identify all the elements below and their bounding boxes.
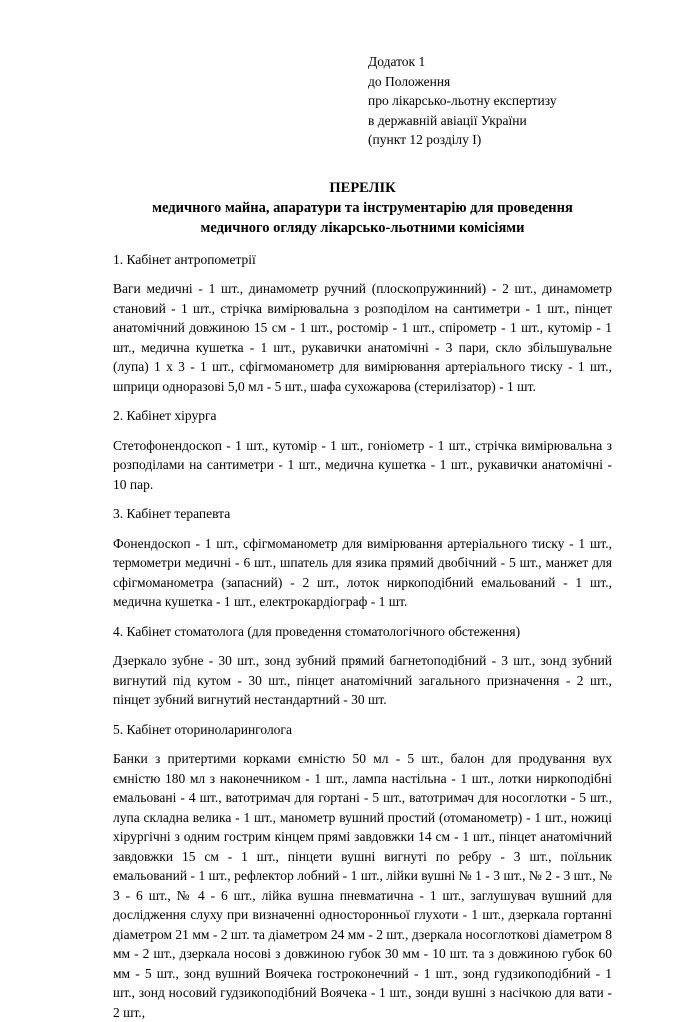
- section-dentist: [113, 622, 612, 710]
- annex-block: [368, 52, 612, 150]
- section-text: Фонендоскоп - 1 шт., сфігмоманометр для вимірювання артеріального тиску - 1 шт., термометри медичні - 6 шт., шпатель для язика прямий двобічний - 5 шт., манжет для сфігмоманометра (запасний) - 2 шт., лоток ниркоподібний емальований - 1 шт., медична кушетка - 1 шт., електрокардіограф - 1 шт.: [113, 534, 612, 612]
- annex-line: Додаток 1: [368, 52, 612, 72]
- section-text: Банки з притертими корками ємністю 50 мл - 5 шт., балон для продування вух ємністю 180 мл з наконечником - 1 шт., лампа настільна - 1 шт., лотки ниркоподібні емальовані - 4 шт., ватотримач для гортані - 5 шт., ватотримач для носоглотки - 5 шт., лупа складна велика - 1 шт., манометр вушний простий (отоманометр) - 1 шт., ножиці хірургічні з одним гострим кінцем прямі завдовжки 14 см - 1 шт., пінцет анатомічний завдовжки 15 см - 1 шт., пінцети вушні вигнуті по ребру - 3 шт., поїльник емальований - 1 шт., рефлектор лобний - 1 шт., лійки вушні № 1 - 3 шт., № 2 - 3 шт., № 3 - 6 шт., № 4 - 6 шт., лійка вушна пневматична - 1 шт., заглушувач вушний для дослідження слуху при визначенні односторонньої глухоти - 1 шт., дзеркала гортанні діаметром 21 мм - 2 шт. та діаметром 24 мм - 2 шт., дзеркала носоглоткові діаметром 8 мм - 2 шт., дзеркала носові з довжиною губок 30 мм - 10 шт. та з довжиною губок 60 мм - 5 шт., зонд вушний Воячека гостроконечний - 1 шт., зонд гудзикоподібний - 1 шт., зонд носовий гудзикоподібний Воячека - 1 шт., зонди вушні з насічкою для вати - 2 шт.,: [113, 749, 612, 1022]
- section-text: Ваги медичні - 1 шт., динамометр ручний (плоскопружинний) - 2 шт., динамометр становий - 1 шт., стрічка вимірювальна з розподілом на сантиметри - 1 шт., пінцет анатомічний довжиною 15 см - 1 шт., ростомір - 1 шт., спірометр - 1 шт., кутомір - 1 шт., медична кушетка - 1 шт., рукавички анатомічні - 3 пари, скло збільшувальне (лупа) 1 х 3 - 1 шт., сфігмоманометр для вимірювання артеріального тиску - 1 шт., шприци одноразові 5,0 мл - 5 шт., шафа сухожарова (стерилізатор) - 1 шт.: [113, 279, 612, 396]
- section-otolaryngologist: [113, 720, 612, 1022]
- annex-line: про лікарсько-льотну експертизу: [368, 91, 612, 111]
- section-text: Стетофонендоскоп - 1 шт., кутомір - 1 шт., гоніометр - 1 шт., стрічка вимірювальна з розподілами на сантиметри - 1 шт., медична кушетка - 1 шт., рукавички анатомічні - 10 пар.: [113, 436, 612, 495]
- section-heading: 1. Кабінет антропометрії: [113, 250, 612, 270]
- title-main: ПЕРЕЛІК: [113, 178, 612, 198]
- annex-line: в державній авіації України: [368, 111, 612, 131]
- annex-line: (пункт 12 розділу I): [368, 130, 612, 150]
- document-title: [113, 178, 612, 238]
- annex-line: до Положення: [368, 72, 612, 92]
- section-heading: 3. Кабінет терапевта: [113, 504, 612, 524]
- section-surgeon: [113, 406, 612, 494]
- section-text: Дзеркало зубне - 30 шт., зонд зубний прямий багнетоподібний - 3 шт., зонд зубний вигнутий під кутом - 30 шт., пінцет анатомічний загального призначення - 2 шт., пінцет зубний вигнутий нестандартний - 30 шт.: [113, 651, 612, 710]
- section-heading: 2. Кабінет хірурга: [113, 406, 612, 426]
- title-line: медичного майна, апаратури та інструментарію для проведення: [113, 198, 612, 218]
- section-heading: 4. Кабінет стоматолога (для проведення стоматологічного обстеження): [113, 622, 612, 642]
- section-therapist: [113, 504, 612, 612]
- title-line: медичного огляду лікарсько-льотними комісіями: [113, 218, 612, 238]
- section-heading: 5. Кабінет оториноларинголога: [113, 720, 612, 740]
- section-anthropometry: [113, 250, 612, 397]
